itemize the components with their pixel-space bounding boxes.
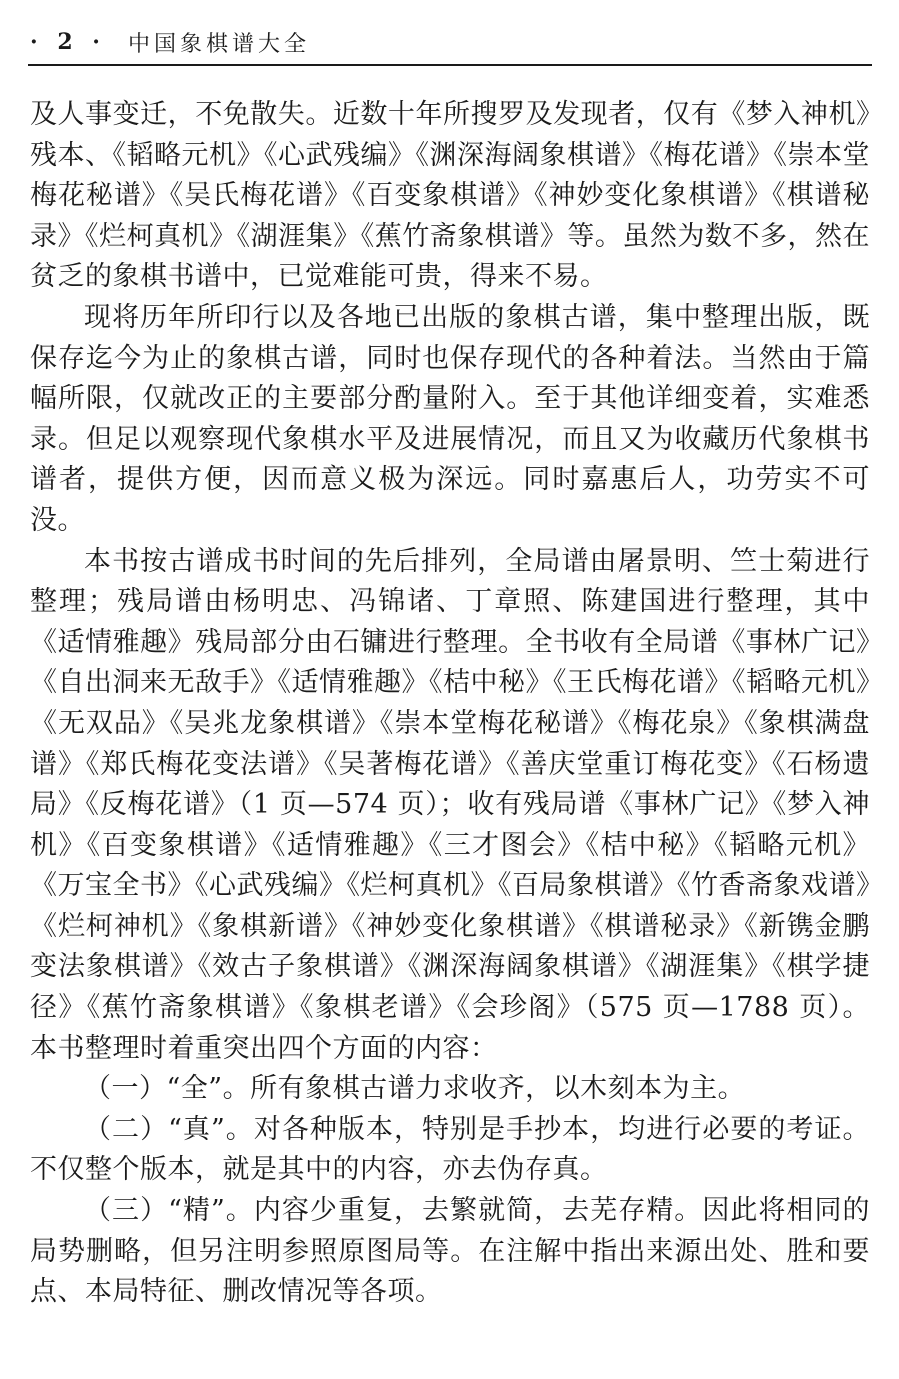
paragraph: （三）“精”。内容少重复，去繁就简，去芜存精。因此将相同的局势删略，但另注明参照原图局等。在注解中指出来源出处、胜和要点、本局特征、删改情况等各项。 <box>30 1195 870 1308</box>
paragraph: （一）“全”。所有象棋古谱力求收齐，以木刻本为主。 <box>84 1073 746 1105</box>
paragraph: 本书按古谱成书时间的先后排列，全局谱由屠景明、竺士菊进行整理；残局谱由杨明忠、冯锦诸、丁章照、陈建国进行整理，其中《适情雅趣》残局部分由石镛进行整理。全书收有全局谱《事林广记》《自出洞来无敌手》《适情雅趣》《桔中秘》《王氏梅花谱》《韬略元机》《无双品》《吴兆龙象棋谱》《崇本堂梅花秘谱》《梅花泉》《象棋满盘谱》《郑氏梅花变法谱》《吴著梅花谱》《善庆堂重订梅花变》《石杨遗局》《反梅花谱》（1 页—574 页）；收有残局谱《事林广记》《梦入神机》《百变象棋谱》《适情雅趣》《三才图会》《桔中秘》《韬略元机》《万宝全书》《心武残编》《烂柯真机》《百局象棋谱》《竹香斋象戏谱》《烂柯神机》《象棋新谱》《神妙变化象棋谱》《棋谱秘录》《新镌金鹏变法象棋谱》《效古子象棋谱》《渊深海阔象棋谱》《湖涯集》《棋学捷径》《蕉竹斋象棋谱》《象棋老谱》《会珍阁》（575 页—1788 页）。本书整理时着重突出四个方面的内容： <box>30 545 870 1064</box>
paragraph: 现将历年所印行以及各地已出版的象棋古谱，集中整理出版，既保存迄今为止的象棋古谱，同时也保存现代的各种着法。当然由于篇幅所限，仅就改正的主要部分酌量附入。至于其他详细变着，实难悉录。但足以观察现代象棋水平及进展情况，而且又为收藏历代象棋书谱者，提供方便，因而意义极为深远。同时嘉惠后人，功劳实不可没。 <box>30 301 870 536</box>
running-header <box>30 22 872 62</box>
body-text <box>30 95 870 1313</box>
paragraph: （二）“真”。对各种版本，特别是手抄本，均进行必要的考证。不仅整个版本，就是其中的内容，亦去伪存真。 <box>30 1113 870 1186</box>
book-title: 中国象棋谱大全 <box>127 31 310 57</box>
paragraph: 及人事变迁，不免散失。近数十年所搜罗及发现者，仅有《梦入神机》残本、《韬略元机》《心武残编》《渊深海阔象棋谱》《梅花谱》《崇本堂梅花秘谱》《吴氏梅花谱》《百变象棋谱》《神妙变化象棋谱》《棋谱秘录》《烂柯真机》《湖涯集》《蕉竹斋象棋谱》等。虽然为数不多，然在贫乏的象棋书谱中，已觉难能可贵，得来不易。 <box>30 99 870 293</box>
page-number: · 2 · <box>30 29 106 55</box>
header-rule <box>28 64 872 66</box>
